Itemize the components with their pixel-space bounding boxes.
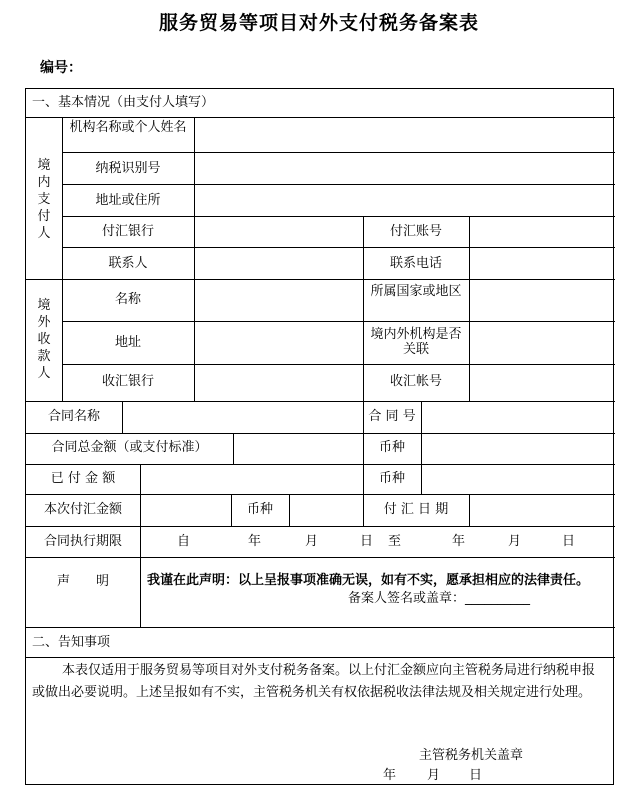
divider-declaration-end — [26, 627, 615, 628]
period-to-year: 年 — [452, 534, 466, 549]
divider-row-3 — [62, 216, 615, 217]
remit-bank-label: 付汇银行 — [101, 224, 154, 239]
vline-current-2 — [289, 494, 290, 526]
serial-number-label: 编号： — [40, 60, 82, 76]
phone-label: 联系电话 — [389, 256, 442, 271]
contract-name-label: 合同名称 — [47, 409, 100, 424]
divider-row-9 — [26, 433, 615, 434]
receive-bank-label: 收汇银行 — [101, 374, 154, 389]
divider-section1-heading — [26, 117, 615, 118]
period-from-month: 月 — [305, 534, 319, 549]
seal-date-day: 日 — [469, 768, 483, 783]
divider-group-1-end — [26, 279, 615, 280]
divider-row-11 — [26, 494, 615, 495]
payee-name-label: 名称 — [114, 292, 141, 307]
notice-body: 本表仅适用于服务贸易等项目对外支付税务备案。以上付汇金额应向主管税务局进行纳税申报或做出必要说明。上述呈报如有不实，主管税务机关有权依据税收法律法规及相关规定进行处理。 — [32, 663, 596, 700]
declaration-text: 我谨在此声明：以上呈报事项准确无误，如有不实，愿承担相应的法律责任。 — [147, 573, 590, 588]
contract-total-label: 合同总金额（或支付标准） — [51, 440, 208, 455]
org-name-label: 机构名称或个人姓名 — [69, 120, 187, 135]
vline-label-column — [194, 117, 195, 401]
currency-label-paid: 币种 — [378, 471, 405, 486]
domestic-payer-group-label: 境内支付人 — [37, 158, 51, 241]
address-label: 地址或住所 — [95, 193, 161, 208]
declarant-signature: 备案人签名或盖章：__________ — [348, 591, 531, 606]
foreign-payee-group-label: 境外收款人 — [37, 298, 51, 381]
vline-left-column — [140, 494, 141, 627]
currency-label-total: 币种 — [378, 440, 405, 455]
section2-heading: 二、告知事项 — [32, 635, 111, 650]
divider-row-4 — [62, 247, 615, 248]
divider-row-12 — [26, 526, 615, 527]
tax-id-label: 纳税识别号 — [95, 161, 161, 176]
divider-row-1 — [62, 152, 615, 153]
receive-account-label: 收汇帐号 — [389, 374, 442, 389]
period-from: 自 — [177, 534, 191, 549]
divider-section2-heading — [26, 657, 615, 658]
period-to-month: 月 — [508, 534, 522, 549]
payee-address-label: 地址 — [114, 335, 141, 350]
contact-label: 联系人 — [108, 256, 148, 271]
period-from-year: 年 — [248, 534, 262, 549]
contract-number-label: 合 同 号 — [368, 409, 416, 424]
currency-label-current: 币种 — [246, 502, 273, 517]
divider-row-6 — [62, 321, 615, 322]
vline-currency-right — [421, 433, 422, 494]
vline-current-4 — [469, 494, 470, 526]
tax-authority-seal: 主管税务机关盖章 — [419, 748, 524, 763]
divider-row-7 — [62, 364, 615, 365]
vline-contract-name — [122, 401, 123, 433]
section1-heading: 一、基本情况（由支付人填写） — [32, 95, 215, 110]
vline-paid — [140, 464, 141, 494]
page-title: 服务贸易等项目对外支付税务备案表 — [158, 12, 479, 34]
seal-date-year: 年 — [383, 768, 397, 783]
period-from-day: 日 — [360, 534, 374, 549]
affiliation-label: 境内外机构是否关联 — [370, 327, 462, 357]
declaration-label: 声 明 — [56, 574, 109, 589]
vline-contract-number-right — [421, 401, 422, 433]
payment-date-label: 付 汇 日 期 — [383, 502, 449, 517]
country-label: 所属国家或地区 — [370, 284, 462, 299]
divider-row-13 — [26, 557, 615, 558]
paid-amount-label: 已 付 金 额 — [50, 471, 116, 486]
vline-mid-right — [469, 216, 470, 401]
seal-date-month: 月 — [427, 768, 441, 783]
divider-row-2 — [62, 184, 615, 185]
period-to: 至 — [388, 534, 402, 549]
divider-row-10 — [26, 464, 615, 465]
period-to-day: 日 — [562, 534, 576, 549]
contract-period-label: 合同执行期限 — [43, 534, 122, 549]
filing-form — [25, 88, 614, 785]
current-amount-label: 本次付汇金额 — [43, 502, 122, 517]
remit-account-label: 付汇账号 — [389, 224, 442, 239]
vline-total — [233, 433, 234, 464]
divider-group-2-end — [26, 401, 615, 402]
